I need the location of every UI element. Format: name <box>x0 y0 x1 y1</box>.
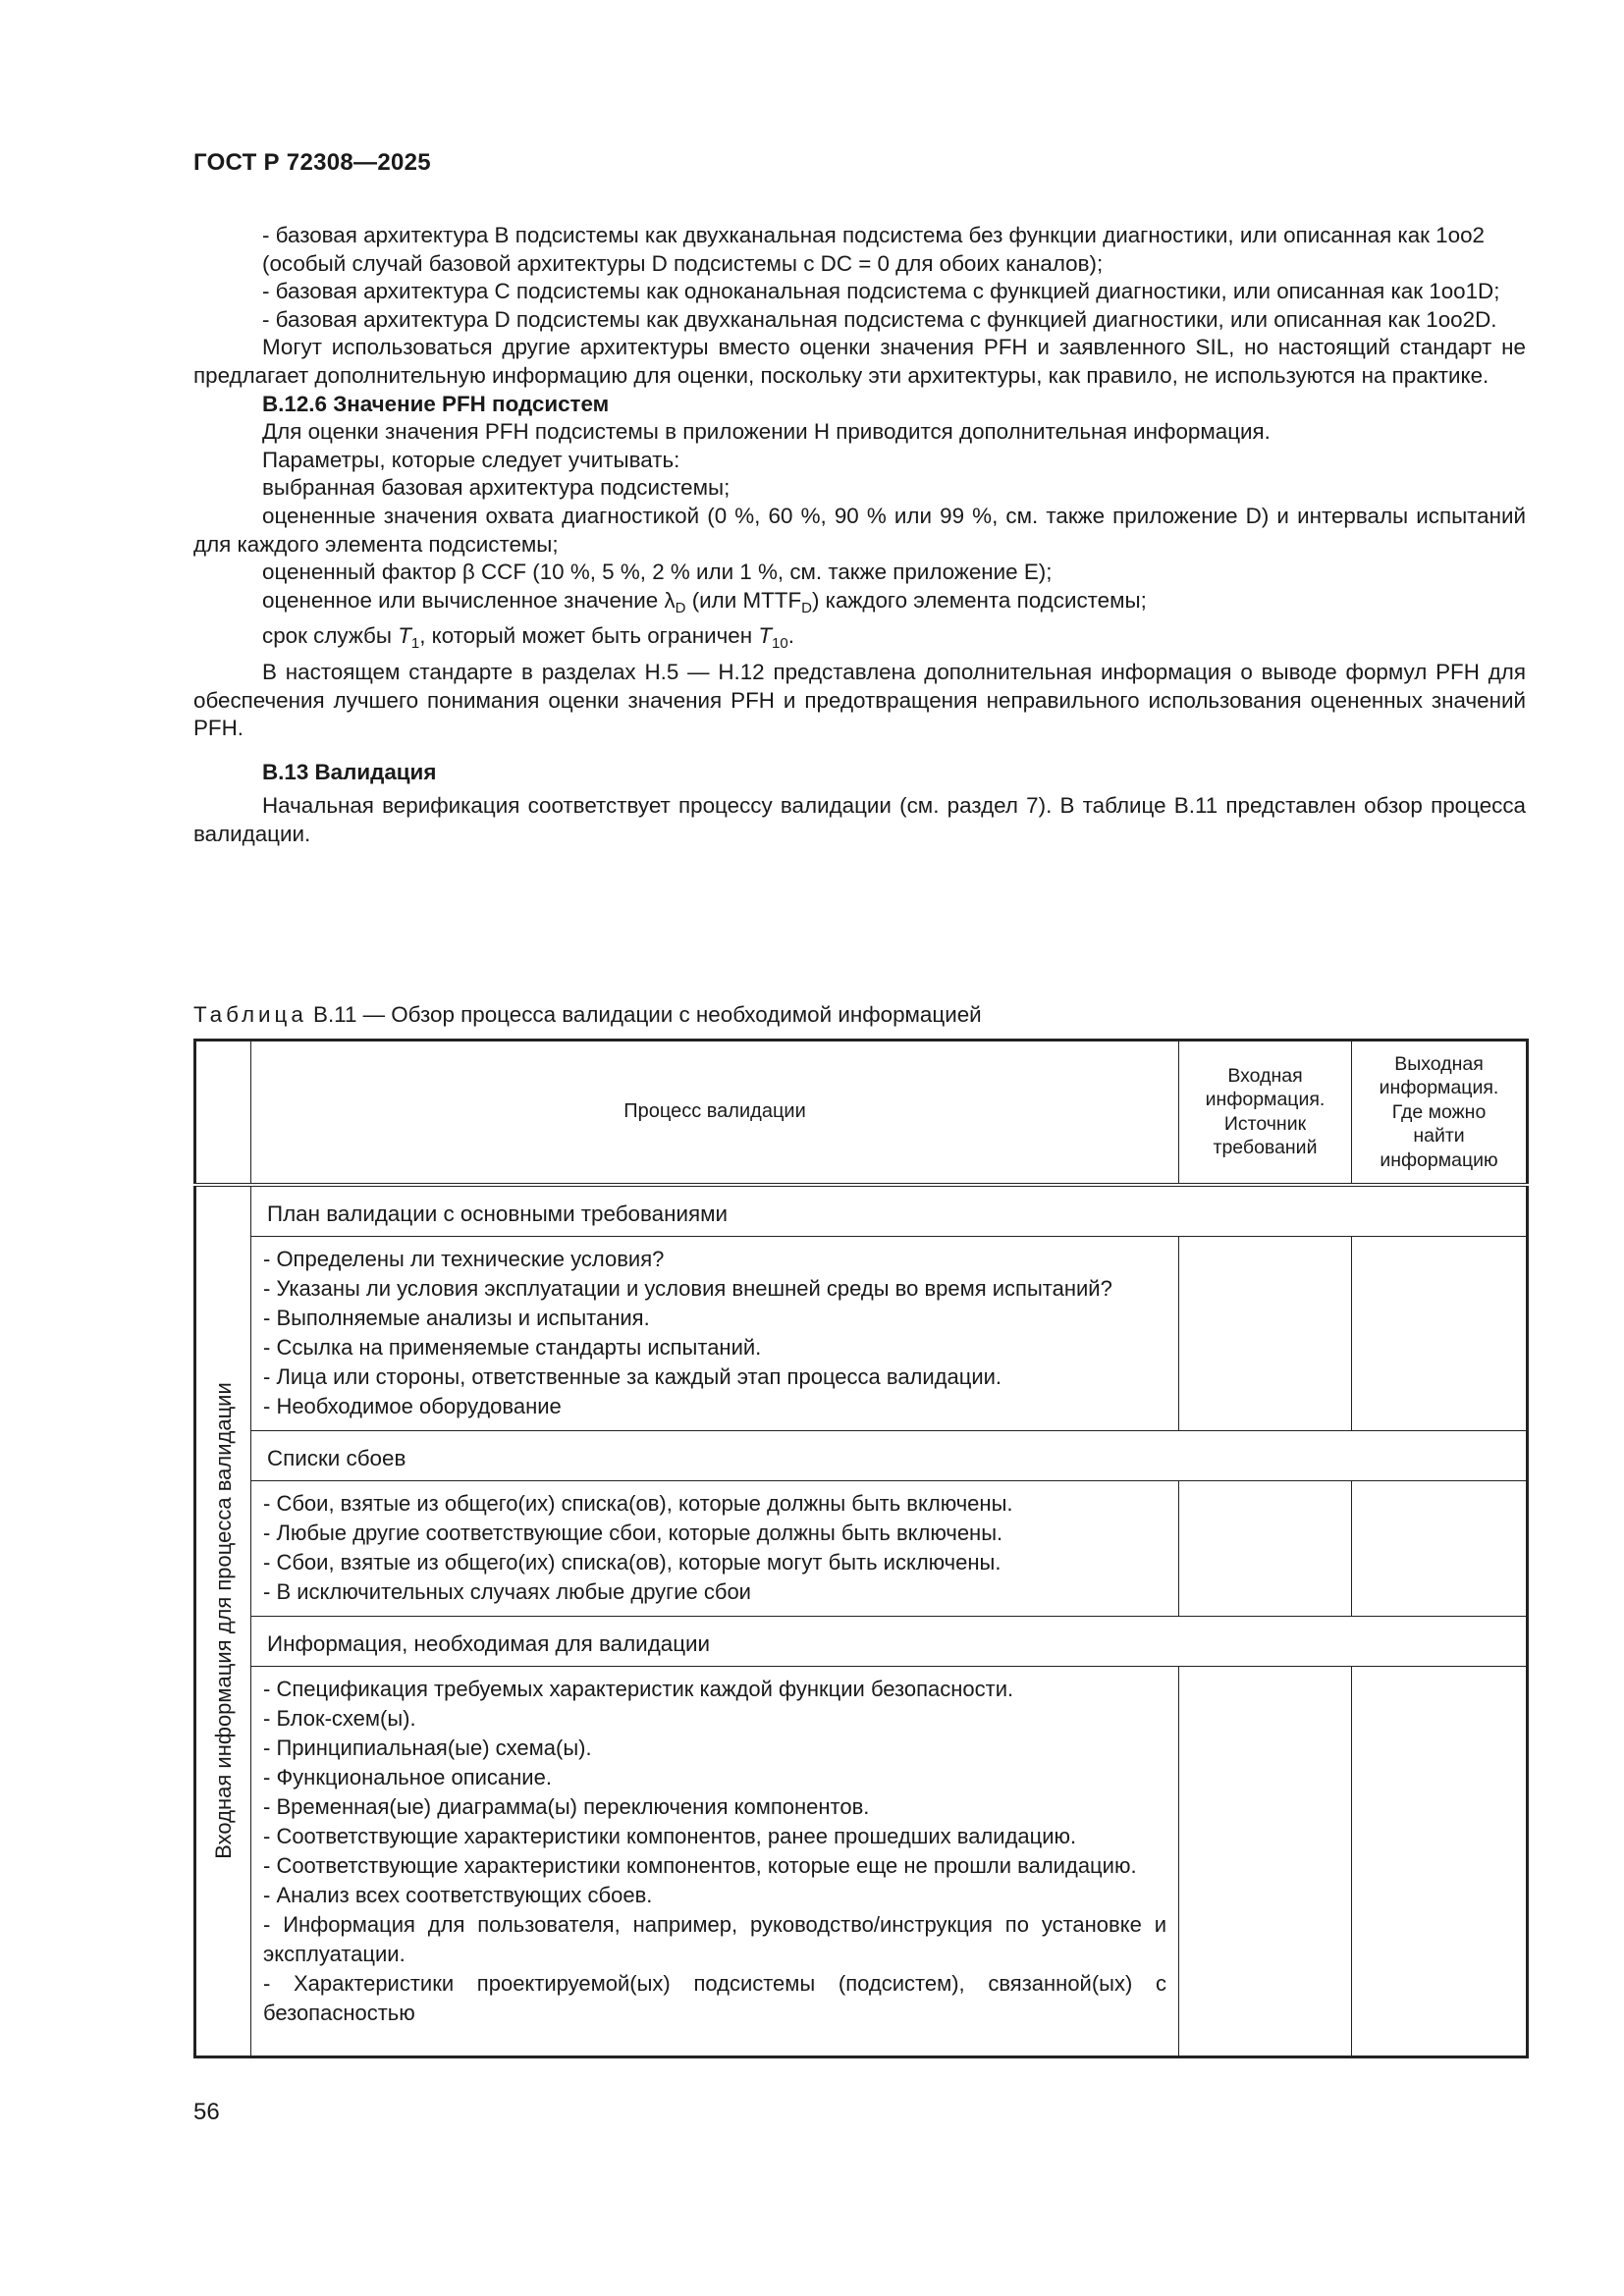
paragraph-params-intro: Параметры, которые следует учитывать: <box>262 447 680 472</box>
input-cell-plan <box>1179 1236 1352 1430</box>
paragraph-arch-c: - базовая архитектура С подсистемы как одноканальная подсистема с функцией диагностики, или описанная как 1оо1D; <box>262 279 1500 304</box>
input-cell-info <box>1179 1666 1352 2057</box>
param-architecture: выбранная базовая архитектура подсистемы; <box>262 475 731 501</box>
paragraph-pfh-closing: В настоящем стандарте в разделах Н.5 — Н.12 представлена дополнительная информация о выводе формул PFH для обеспечения лучшего понимания оценки значения PFH и предотвращения неправильного использования оцененных значений PFH. <box>193 659 1526 741</box>
section-heading-b13: В.13 Валидация <box>262 759 437 784</box>
param-diagnostic-coverage: оцененные значения охвата диагностикой (0 %, 60 %, 90 % или 99 %, см. также приложение D) и интервалы испытаний для каждого элемента подсистемы; <box>193 503 1526 557</box>
paragraph-pfh-intro: Для оценки значения PFH подсистемы в приложении Н приводится дополнительная информация. <box>262 419 1271 445</box>
paragraph-arch-d: - базовая архитектура D подсистемы как двухканальная подсистема с функцией диагностики, или описанная как 1оо2D. <box>262 306 1497 332</box>
column-header-process: Процесс валидации <box>251 1041 1179 1185</box>
param-lifetime: срок службы $T_1$, который может быть ограничен $T_{10}$. <box>262 623 794 653</box>
section-heading-b126: В.12.6 Значение PFH подсистем <box>262 391 610 416</box>
table-caption: Таблица В.11 — Обзор процесса валидации с необходимой информацией <box>193 1002 982 1027</box>
param-lambda: оцененное или вычисленное значение $\lambda_D$ (или $MTTF_D$) каждого элемента подсистемы; <box>262 587 1147 616</box>
output-cell-faults <box>1352 1480 1528 1616</box>
page-number: 56 <box>193 2099 220 2125</box>
rotated-row-label: Входная информация для процесса валидации <box>195 1185 251 2057</box>
paragraph-arch-b: - базовая архитектура В подсистемы как двухканальная подсистема без функции диагностики, или описанная как 1оо2 <box>262 223 1485 247</box>
section-title-info: Информация, необходимая для валидации <box>251 1616 1528 1666</box>
section-items-info: - Спецификация требуемых характеристик каждой функции безопасности. - Блок-схем(ы). - Принципиальная(ые) схема(ы). - Функциональное описание. - Временная(ые) диаграмма(ы) переключения компонентов. - Соответствующие характеристики компонентов, ранее прошедших валидацию. - Соответствующие характеристики компонентов, которые еще не прошли валидацию. - Анализ всех соответствующих сбоев. - Информация для пользователя, например, руководство/инструкция по установке и эксплуатации. - Характеристики проектируемой(ых) подсистемы (подсистем), связанной(ых) с безопасностью <box>251 1666 1179 2057</box>
paragraph-other-arch: Могут использоваться другие архитектуры вместо оценки значения PFH и заявленного SIL, но настоящий стандарт не предлагает дополнительную информацию для оценки, поскольку эти архитектуры, как правило, не используются на практике. <box>193 335 1526 388</box>
paragraph-validation: Начальная верификация соответствует процессу валидации (см. раздел 7). В таблице В.11 представлен обзор процесса валидации. <box>193 793 1526 846</box>
document-header: ГОСТ Р 72308—2025 <box>193 149 431 176</box>
param-beta-ccf: оцененный фактор β CCF (10 %, 5 %, 2 % или 1 %, см. также приложение Е); <box>262 560 1053 585</box>
output-cell-plan <box>1352 1236 1528 1430</box>
column-header-output: Выходная информация. Где можно найти информацию <box>1352 1041 1528 1185</box>
column-header-input: Входная информация. Источник требований <box>1179 1041 1352 1185</box>
paragraph-arch-b-note: (особый случай базовой архитектуры D подсистемы с DC = 0 для обоих каналов); <box>262 250 1104 276</box>
output-cell-info <box>1352 1666 1528 2057</box>
input-cell-faults <box>1179 1480 1352 1616</box>
section-title-faults: Списки сбоев <box>251 1430 1528 1480</box>
section-title-plan: План валидации с основными требованиями <box>251 1185 1528 1237</box>
section-items-plan: - Определены ли технические условия? - Указаны ли условия эксплуатации и условия внешней среды во время испытаний? - Выполняемые анализы и испытания. - Ссылка на применяемые стандарты испытаний. - Лица или стороны, ответственные за каждый этап процесса валидации. - Необходимое оборудование <box>251 1236 1179 1430</box>
validation-table <box>193 1039 1526 2058</box>
body-text <box>193 222 1526 848</box>
section-items-faults: - Сбои, взятые из общего(их) списка(ов), которые должны быть включены. - Любые другие соответствующие сбои, которые должны быть включены. - Сбои, взятые из общего(их) списка(ов), которые могут быть исключены. - В исключительных случаях любые другие сбои <box>251 1480 1179 1616</box>
